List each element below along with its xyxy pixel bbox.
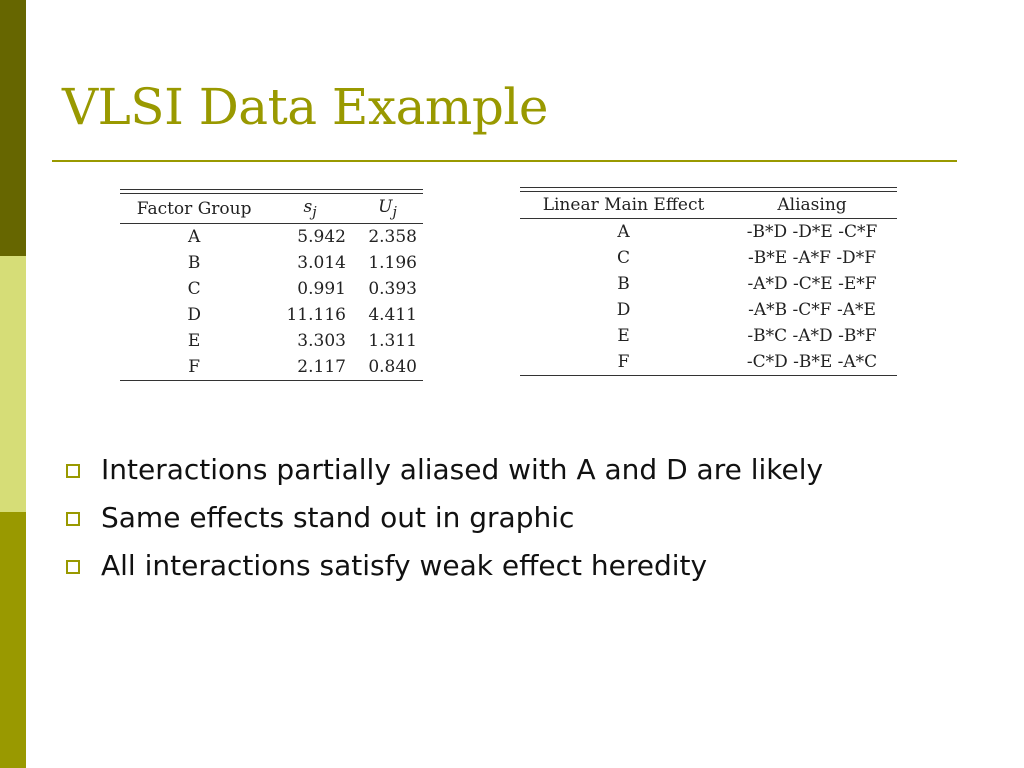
- s-j-cell: 0.991: [297, 279, 346, 300]
- header-linear-main-effect: Linear Main Effect: [520, 192, 727, 219]
- aliasing-cell: -B*E -A*F -D*F: [748, 248, 876, 268]
- main-effect-cell: A: [617, 222, 630, 242]
- square-bullet-icon: [66, 512, 80, 526]
- table-row: [120, 276, 423, 302]
- bullet-item: [66, 546, 966, 586]
- s-j-cell: 5.942: [297, 227, 346, 248]
- side-bar-mid-segment: [0, 512, 26, 768]
- u-j-cell: 0.840: [352, 354, 423, 381]
- u-j-cell: 1.196: [368, 253, 417, 274]
- u-j-cell: 1.311: [368, 331, 417, 352]
- factor-group-cell: A: [188, 227, 201, 248]
- bullet-item: [66, 450, 966, 490]
- side-bar-dark-segment: [0, 0, 26, 256]
- bullet-text: Same effects stand out in graphic: [101, 501, 575, 534]
- aliasing-cell: -C*D -B*E -A*C: [727, 349, 897, 376]
- s-j-cell: 11.116: [286, 305, 346, 326]
- table-row: [120, 224, 423, 251]
- factor-group-cell: D: [187, 305, 201, 326]
- factor-group-cell: F: [120, 354, 268, 381]
- factor-group-table: [120, 189, 423, 381]
- bullet-text: Interactions partially aliased with A and D are likely: [101, 453, 824, 486]
- bullet-item: [66, 498, 966, 538]
- bullet-text: All interactions satisfy weak effect heredity: [101, 549, 708, 582]
- aliasing-table: [520, 187, 897, 376]
- aliasing-cell: -B*C -A*D -B*F: [747, 326, 877, 346]
- u-j-cell: 2.358: [368, 227, 417, 248]
- main-effect-cell: B: [617, 274, 630, 294]
- table-row: [520, 323, 897, 349]
- main-effect-cell: C: [617, 248, 631, 268]
- s-j-cell: 3.014: [297, 253, 346, 274]
- table-row: [520, 219, 897, 246]
- s-j-cell: 2.117: [268, 354, 352, 381]
- main-effect-cell: E: [617, 326, 630, 346]
- u-j-cell: 0.393: [368, 279, 417, 300]
- factor-group-cell: C: [187, 279, 201, 300]
- u-j-cell: 4.411: [368, 305, 417, 326]
- title-underline: [52, 160, 957, 162]
- table-row: [520, 245, 897, 271]
- header-s-j: $s_j$: [268, 194, 352, 224]
- factor-group-cell: E: [187, 331, 201, 352]
- main-effect-cell: D: [616, 300, 631, 320]
- aliasing-cell: -A*D -C*E -E*F: [747, 274, 877, 294]
- square-bullet-icon: [66, 464, 80, 478]
- factor-group-cell: B: [187, 253, 201, 274]
- table-row: [520, 349, 897, 376]
- s-j-cell: 3.303: [297, 331, 346, 352]
- table-row: [120, 250, 423, 276]
- main-effect-cell: F: [520, 349, 727, 376]
- table-row: [120, 354, 423, 381]
- table-row: [120, 302, 423, 328]
- header-u-j: $U_j$: [352, 194, 423, 224]
- table-row: [120, 328, 423, 354]
- aliasing-cell: -A*B -C*F -A*E: [748, 300, 876, 320]
- aliasing-cell: -B*D -D*E -C*F: [746, 222, 878, 242]
- table-row: [520, 297, 897, 323]
- side-bar-light-segment: [0, 256, 26, 512]
- bullet-list: [66, 450, 966, 594]
- table-row: [520, 271, 897, 297]
- header-aliasing: Aliasing: [727, 192, 897, 219]
- header-factor-group: Factor Group: [120, 194, 268, 224]
- square-bullet-icon: [66, 560, 80, 574]
- side-accent-bar: [0, 0, 26, 768]
- slide-title: VLSI Data Example: [62, 78, 548, 136]
